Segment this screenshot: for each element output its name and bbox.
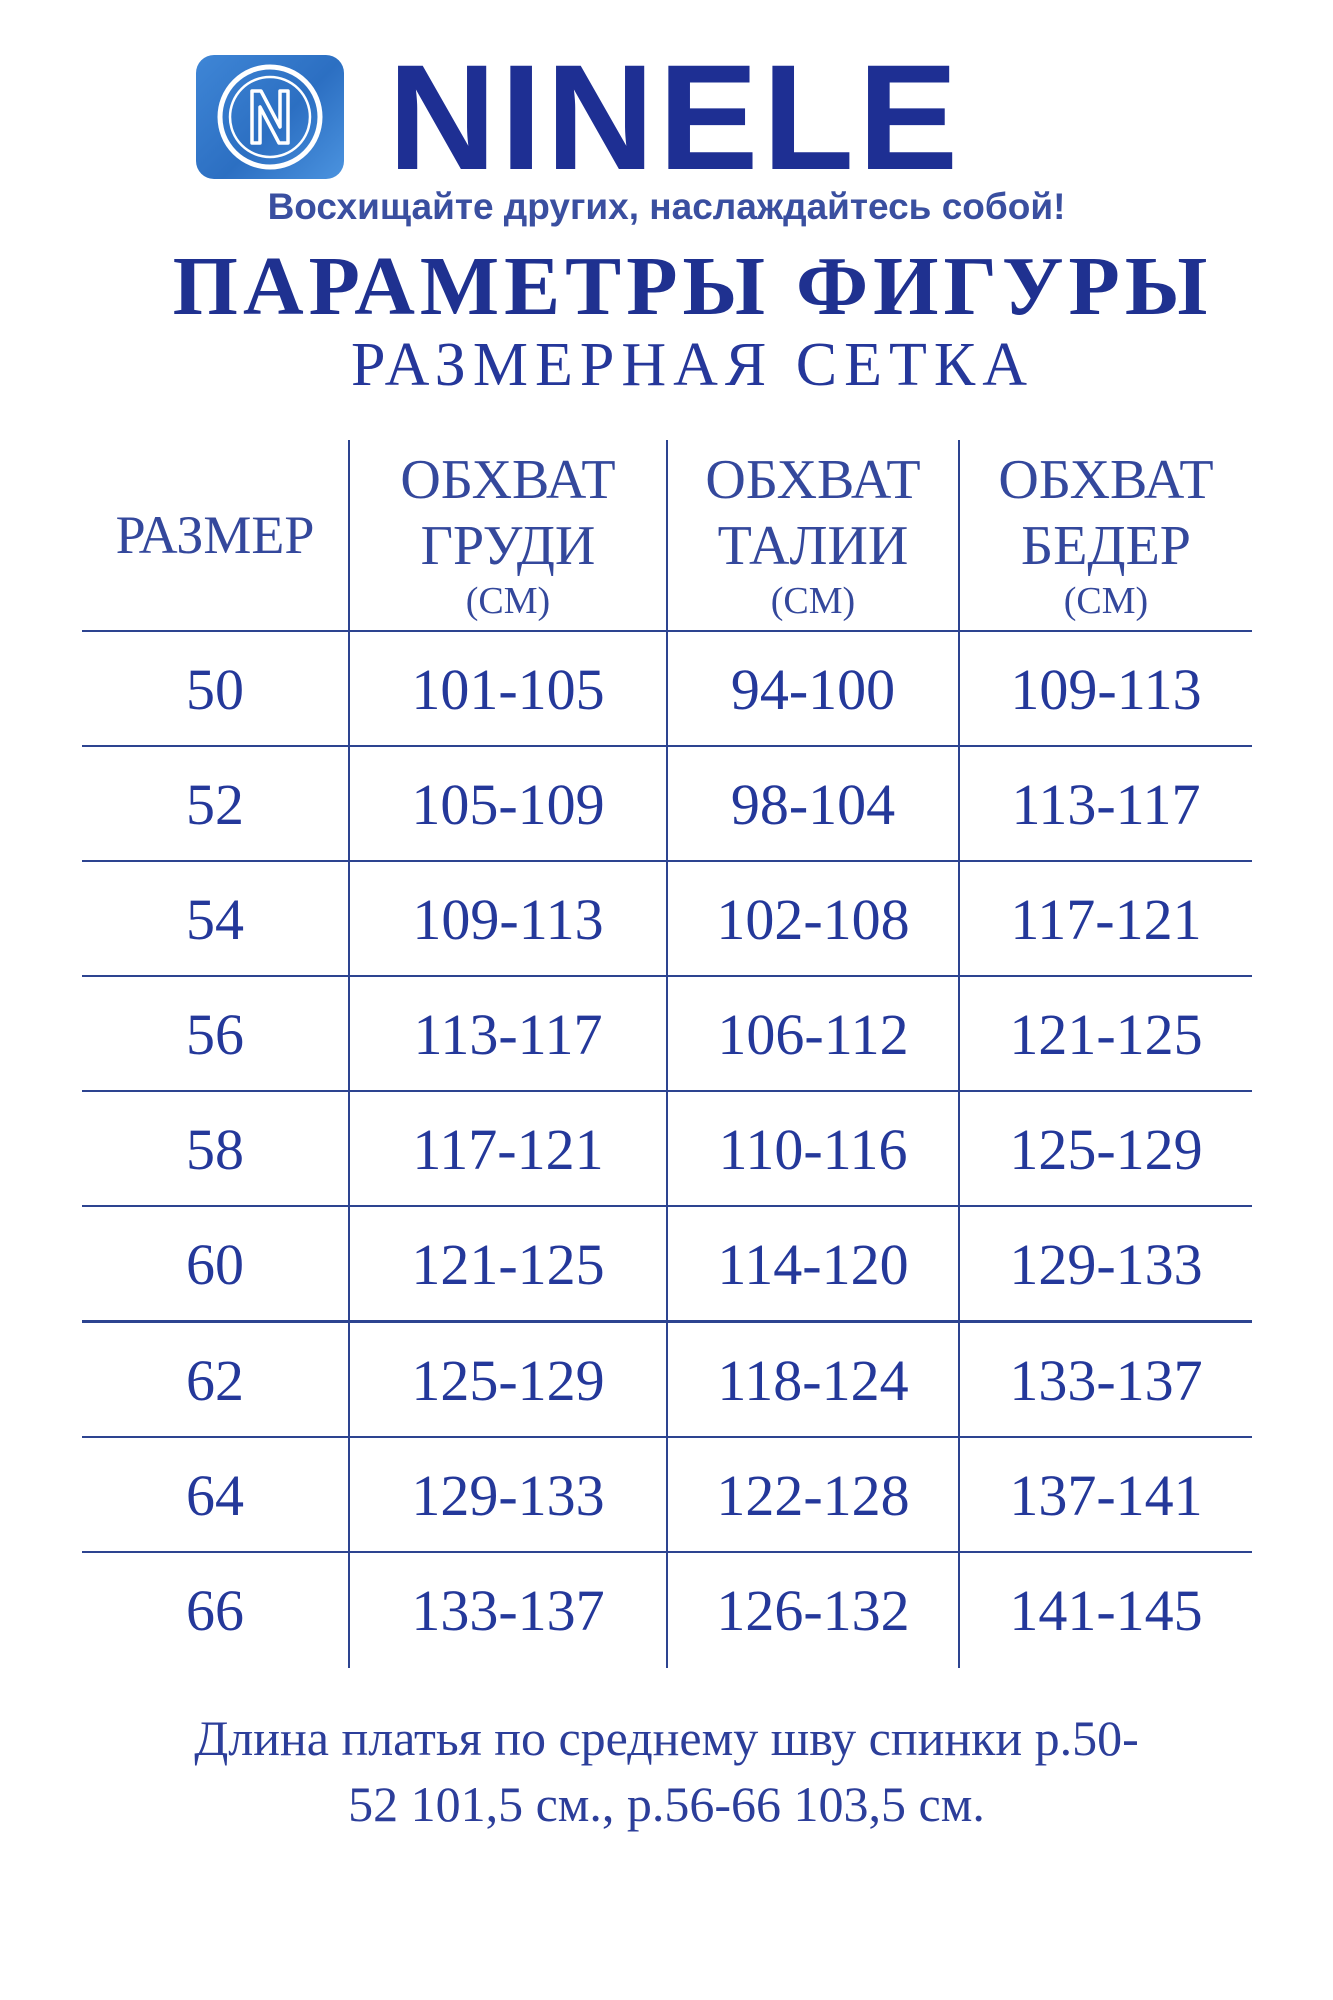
page-title: ПАРАМЕТРЫ ФИГУРЫ <box>172 240 1213 333</box>
brand-badge-icon <box>196 55 344 179</box>
note-line2: 52 101,5 см., р.56-66 103,5 см. <box>348 1776 985 1832</box>
cell-waist: 102-108 <box>716 887 910 952</box>
cell-hips: 133-137 <box>1009 1348 1203 1413</box>
cell-chest: 109-113 <box>412 887 604 952</box>
table-row <box>82 632 1252 747</box>
header-waist-line1: ОБХВАТ <box>705 449 921 511</box>
table-row <box>82 1207 1252 1322</box>
cell-waist: 106-112 <box>717 1002 909 1067</box>
table-row <box>82 977 1252 1092</box>
cell-size: 66 <box>186 1578 244 1643</box>
header-chest-line2: ГРУДИ <box>420 515 596 577</box>
table-row <box>82 1092 1252 1207</box>
cell-size: 62 <box>186 1348 244 1413</box>
cell-waist: 126-132 <box>716 1578 910 1643</box>
header-chest-unit: (СМ) <box>465 580 551 622</box>
cell-waist: 118-124 <box>717 1348 909 1413</box>
cell-chest: 117-121 <box>412 1117 604 1182</box>
header-waist-unit: (СМ) <box>770 580 856 622</box>
cell-waist: 122-128 <box>716 1463 910 1528</box>
cell-hips: 129-133 <box>1009 1232 1203 1297</box>
cell-waist: 114-120 <box>717 1232 909 1297</box>
cell-chest: 121-125 <box>411 1232 605 1297</box>
header-chest-line1: ОБХВАТ <box>400 449 616 511</box>
cell-size: 54 <box>186 887 244 952</box>
cell-size: 60 <box>186 1232 244 1297</box>
cell-chest: 133-137 <box>411 1578 605 1643</box>
cell-hips: 109-113 <box>1010 657 1202 722</box>
page-subtitle: РАЗМЕРНАЯ СЕТКА <box>351 331 1034 399</box>
size-table <box>82 440 1252 1668</box>
header-waist <box>668 440 958 630</box>
header-hips-line2: БЕДЕР <box>1021 515 1191 577</box>
header-hips-unit: (СМ) <box>1063 580 1149 622</box>
cell-hips: 117-121 <box>1010 887 1202 952</box>
cell-waist: 94-100 <box>730 657 896 722</box>
cell-hips: 113-117 <box>1011 772 1201 837</box>
cell-size: 56 <box>186 1002 244 1067</box>
cell-chest: 105-109 <box>411 772 605 837</box>
brand-name: NINELE <box>388 33 963 201</box>
table-row <box>82 747 1252 862</box>
cell-hips: 121-125 <box>1009 1002 1203 1067</box>
cell-size: 50 <box>186 657 244 722</box>
note-line1: Длина платья по среднему шву спинки р.50- <box>194 1710 1139 1766</box>
cell-chest: 125-129 <box>411 1348 605 1413</box>
dress-length-note <box>0 1705 1333 1837</box>
header-size <box>82 440 348 630</box>
cell-hips: 125-129 <box>1009 1117 1203 1182</box>
cell-chest: 129-133 <box>411 1463 605 1528</box>
cell-waist: 110-116 <box>718 1117 908 1182</box>
cell-waist: 98-104 <box>730 772 896 837</box>
header-chest <box>350 440 666 630</box>
header-hips <box>960 440 1252 630</box>
table-row <box>82 1553 1252 1668</box>
header-hips-line1: ОБХВАТ <box>998 449 1214 511</box>
brand-slogan: Восхищайте других, наслаждайтесь собой! <box>267 186 1066 227</box>
cell-hips: 141-145 <box>1009 1578 1203 1643</box>
table-row <box>82 862 1252 977</box>
table-row <box>82 1323 1252 1438</box>
cell-size: 52 <box>186 772 244 837</box>
brand-logo <box>196 33 963 201</box>
header-waist-line2: ТАЛИИ <box>717 515 909 577</box>
cell-size: 58 <box>186 1117 244 1182</box>
cell-chest: 101-105 <box>411 657 605 722</box>
cell-size: 64 <box>186 1463 244 1528</box>
header-size-label: РАЗМЕР <box>115 505 315 565</box>
cell-chest: 113-117 <box>413 1002 603 1067</box>
table-row <box>82 1438 1252 1553</box>
cell-hips: 137-141 <box>1009 1463 1203 1528</box>
